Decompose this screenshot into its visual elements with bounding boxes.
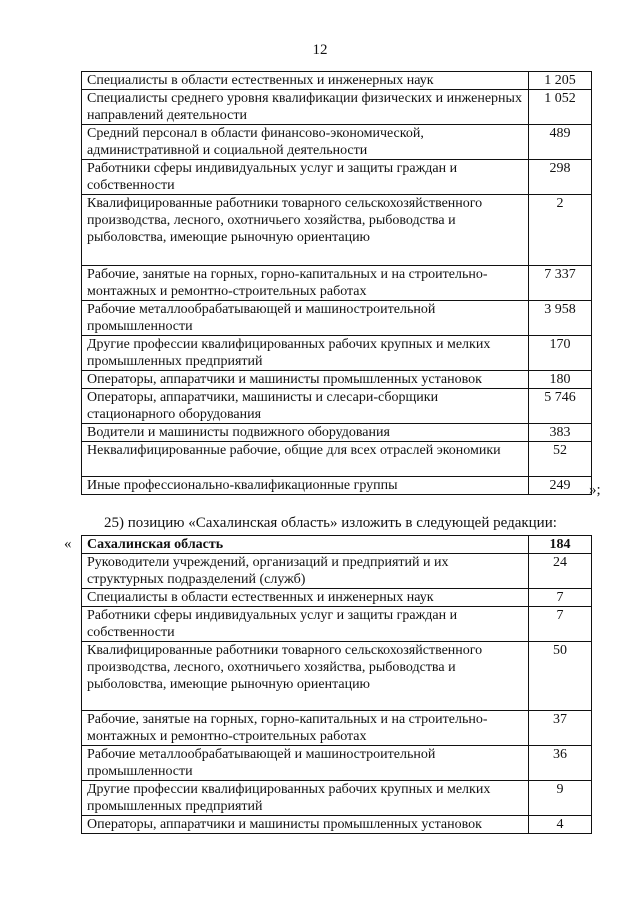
table-row (82, 607, 592, 642)
occupation-count: 24 (529, 554, 592, 589)
occupation-label: Другие профессии квалифицированных рабочих крупных и мелких промышленных предприятий (82, 781, 529, 816)
occupation-count: 50 (529, 642, 592, 711)
table-row (82, 266, 592, 301)
occupation-label: Рабочие металлообрабатывающей и машиностроительной промышленности (82, 301, 529, 336)
table-row (82, 90, 592, 125)
table-row (82, 424, 592, 442)
occupation-label: Специалисты в области естественных и инженерных наук (82, 72, 529, 90)
occupation-label: Операторы, аппаратчики и машинисты промышленных установок (82, 816, 529, 834)
table-row (82, 781, 592, 816)
occupation-label: Средний персонал в области финансово-экономической, административной и социальной деятельности (82, 125, 529, 160)
sakhalin-region-table (81, 535, 592, 834)
occupation-count: 383 (529, 424, 592, 442)
occupation-count: 7 (529, 589, 592, 607)
occupation-label: Рабочие, занятые на горных, горно-капитальных и на строительно-монтажных и ремонтно-строительных работах (82, 711, 529, 746)
table-row (82, 477, 592, 495)
occupations-table-1 (81, 71, 592, 495)
occupation-count: 1 052 (529, 90, 592, 125)
occupation-count: 36 (529, 746, 592, 781)
opening-quote-mark: « (64, 536, 72, 552)
occupation-count: 7 (529, 607, 592, 642)
occupation-count: 180 (529, 371, 592, 389)
table-row (82, 442, 592, 477)
table-row (82, 746, 592, 781)
amendment-instruction: 25) позицию «Сахалинская область» изложить в следующей редакции: (104, 515, 557, 531)
closing-quote-mark: »; (589, 482, 601, 498)
occupation-count: 249 (529, 477, 592, 495)
occupation-label: Квалифицированные работники товарного сельскохозяйственного производства, лесного, охотничьего хозяйства, рыбоводства и рыболовства, имеющие рыночную ориентацию (82, 195, 529, 266)
table-row (82, 554, 592, 589)
occupation-count: 2 (529, 195, 592, 266)
occupation-count: 52 (529, 442, 592, 477)
occupation-label: Рабочие металлообрабатывающей и машиностроительной промышленности (82, 746, 529, 781)
table-row (82, 711, 592, 746)
occupation-label: Другие профессии квалифицированных рабочих крупных и мелких промышленных предприятий (82, 336, 529, 371)
table-row (82, 816, 592, 834)
table-row (82, 371, 592, 389)
page-number: 12 (312, 42, 328, 58)
occupation-label: Иные профессионально-квалификационные группы (82, 477, 529, 495)
region-name: Сахалинская область (82, 536, 529, 554)
occupation-label: Операторы, аппаратчики, машинисты и слесари-сборщики стационарного оборудования (82, 389, 529, 424)
occupation-count: 1 205 (529, 72, 592, 90)
table-row (82, 389, 592, 424)
table-row (82, 301, 592, 336)
region-header-row (82, 536, 592, 554)
table-row (82, 72, 592, 90)
table-row (82, 336, 592, 371)
occupation-count: 7 337 (529, 266, 592, 301)
occupation-label: Специалисты среднего уровня квалификации физических и инженерных направлений деятельности (82, 90, 529, 125)
occupation-count: 9 (529, 781, 592, 816)
occupation-count: 3 958 (529, 301, 592, 336)
table-row (82, 642, 592, 711)
occupation-label: Неквалифицированные рабочие, общие для всех отраслей экономики (82, 442, 529, 477)
occupation-label: Работники сферы индивидуальных услуг и защиты граждан и собственности (82, 160, 529, 195)
occupation-label: Квалифицированные работники товарного сельскохозяйственного производства, лесного, охотничьего хозяйства, рыбоводства и рыболовства, имеющие рыночную ориентацию (82, 642, 529, 711)
occupation-count: 298 (529, 160, 592, 195)
occupation-label: Рабочие, занятые на горных, горно-капитальных и на строительно-монтажных и ремонтно-строительных работах (82, 266, 529, 301)
occupation-label: Руководители учреждений, организаций и предприятий и их структурных подразделений (служб) (82, 554, 529, 589)
occupation-count: 5 746 (529, 389, 592, 424)
region-total: 184 (529, 536, 592, 554)
occupation-label: Операторы, аппаратчики и машинисты промышленных установок (82, 371, 529, 389)
occupation-count: 4 (529, 816, 592, 834)
table-row (82, 160, 592, 195)
occupation-label: Работники сферы индивидуальных услуг и защиты граждан и собственности (82, 607, 529, 642)
occupation-label: Специалисты в области естественных и инженерных наук (82, 589, 529, 607)
occupation-count: 37 (529, 711, 592, 746)
occupation-count: 170 (529, 336, 592, 371)
table-row (82, 125, 592, 160)
occupation-count: 489 (529, 125, 592, 160)
table-row (82, 589, 592, 607)
table-row (82, 195, 592, 266)
occupation-label: Водители и машинисты подвижного оборудования (82, 424, 529, 442)
